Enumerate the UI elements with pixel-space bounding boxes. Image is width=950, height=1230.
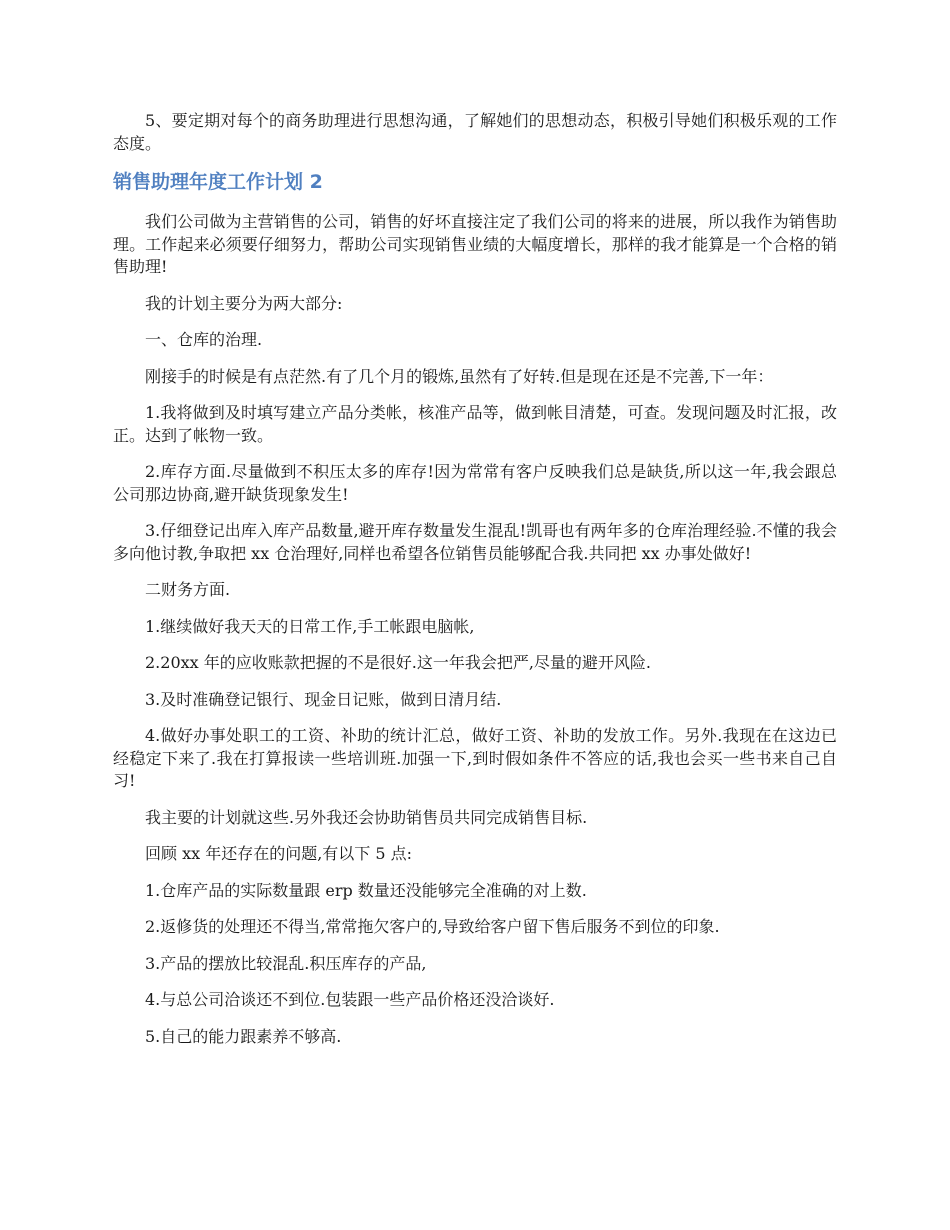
paragraph: 刚接手的时候是有点茫然.有了几个月的锻炼,虽然有了好转.但是现在还是不完善,下一年： [145,366,774,386]
document-page [113,110,837,1062]
paragraph: 2.20xx 年的应收账款把握的不是很好.这一年我会把严,尽量的避开风险. [145,653,652,672]
paragraph: 5.自己的能力跟素养不够高. [145,1026,342,1046]
paragraph: 4.做好办事处职工的工资、补助的统计汇总，做好工资、补助的发放工作。另外.我现在在这边已经稳定下来了.我在打算报读一些培训班.加强一下,到时假如条件不答应的话,我也会买一些书来自己自习! [113,726,837,790]
paragraph: 2.返修货的处理还不得当,常常拖欠客户的,导致给客户留下售后服务不到位的印象. [145,917,720,936]
paragraph: 1.我将做到及时填写建立产品分类帐，核准产品等，做到帐目清楚，可查。发现问题及时汇报，改正。达到了帐物一致。 [113,403,837,445]
paragraph: 一、仓库的治理. [145,330,263,349]
paragraph: 1.继续做好我天天的日常工作,手工帐跟电脑帐, [145,616,475,636]
paragraph: 3.仔细登记出库入库产品数量,避开库存数量发生混乱!凯哥也有两年多的仓库治理经验.不懂的我会多向他讨教,争取把 xx 仓治理好,同样也希望各位销售员能够配合我.共同把 xx 办事处做好! [113,521,837,563]
paragraph: 3.及时准确登记银行、现金日记账，做到日清月结. [145,689,502,709]
paragraph: 4.与总公司洽谈还不到位.包装跟一些产品价格还没洽谈好. [145,990,555,1009]
paragraph: 我的计划主要分为两大部分: [145,293,343,313]
paragraph: 二财务方面. [145,580,231,599]
paragraph: 我们公司做为主营销售的公司，销售的好坏直接注定了我们公司的将来的进展，所以我作为销售助理。工作起来必须要仔细努力，帮助公司实现销售业绩的大幅度增长，那样的我才能算是一个合格的销售助理! [113,212,837,276]
paragraph: 1.仓库产品的实际数量跟 erp 数量还没能够完全准确的对上数. [145,880,587,900]
intro-paragraph: 5、要定期对每个的商务助理进行思想沟通，了解她们的思想动态，积极引导她们积极乐观的工作态度。 [113,111,837,153]
paragraph: 2.库存方面.尽量做到不积压太多的库存!因为常常有客户反映我们总是缺货,所以这一年,我会跟总公司那边协商,避开缺货现象发生! [113,462,837,504]
paragraph: 3.产品的摆放比较混乱.积压库存的产品, [145,953,427,973]
paragraph: 回顾 xx 年还存在的问题,有以下 5 点: [145,844,413,863]
paragraph: 我主要的计划就这些.另外我还会协助销售员共同完成销售目标. [145,807,588,827]
section-title: 销售助理年度工作计划 2 [113,171,323,193]
